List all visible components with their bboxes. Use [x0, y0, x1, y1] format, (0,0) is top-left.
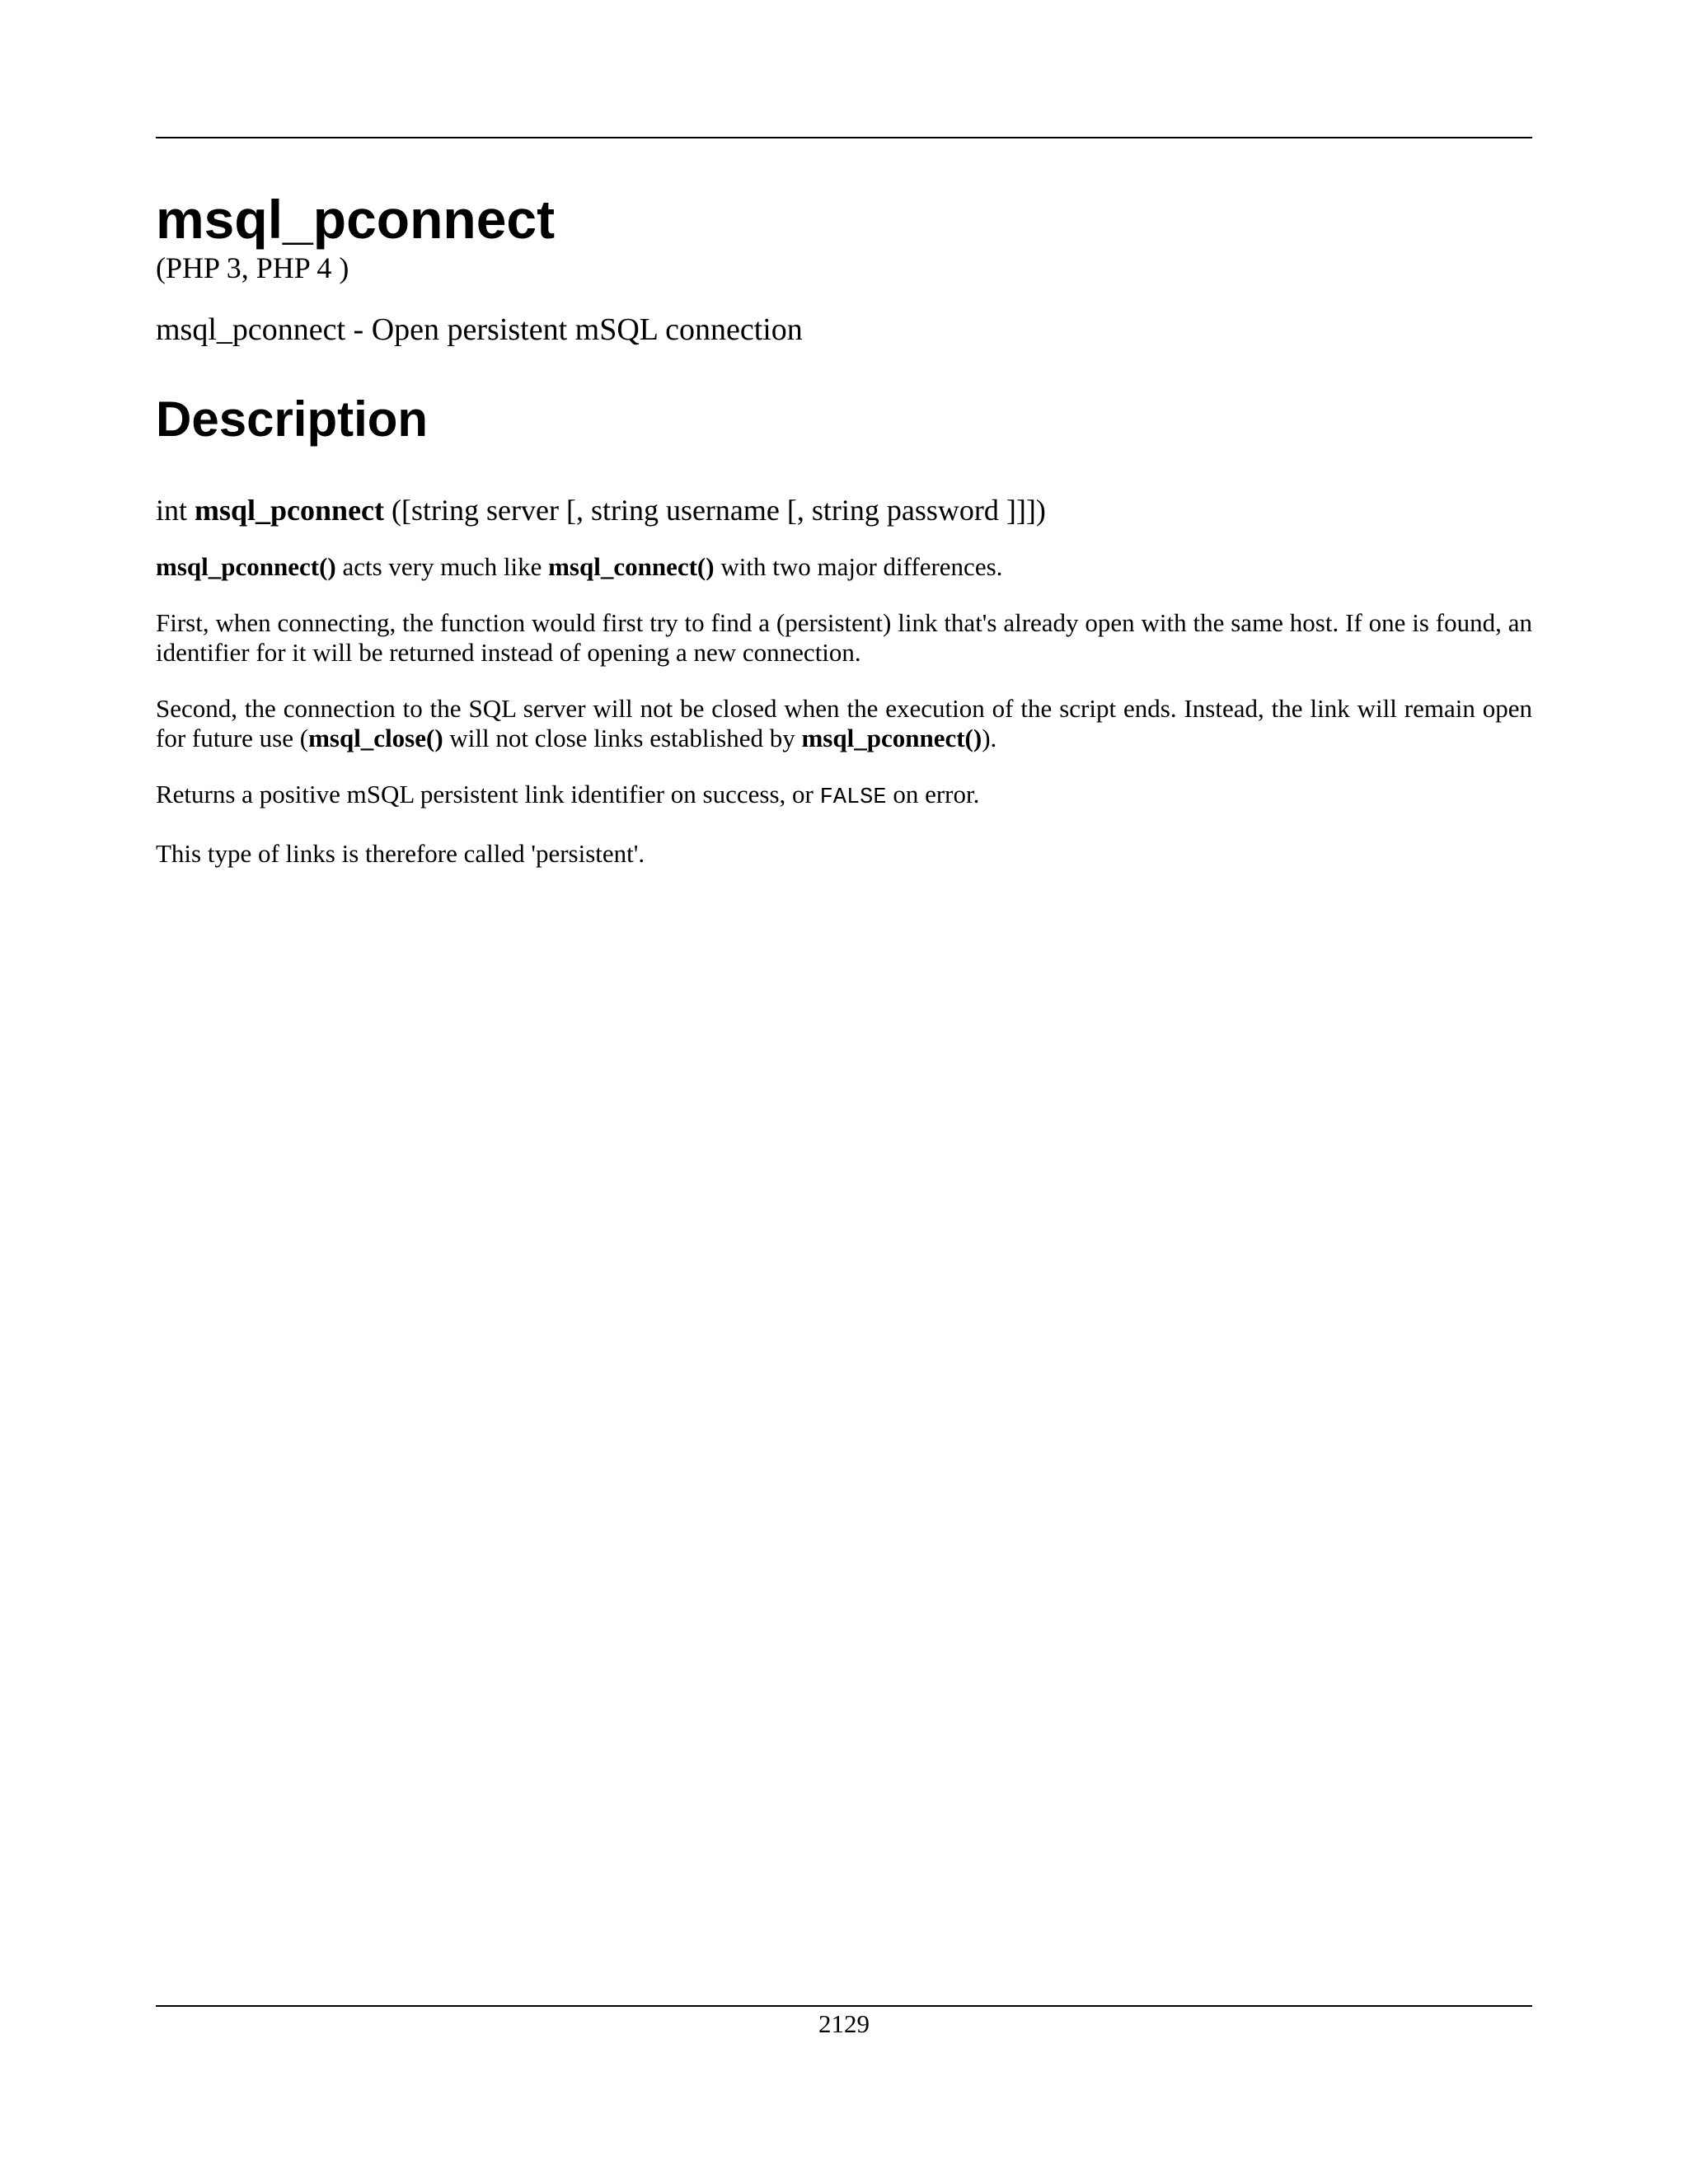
paragraph-persistent-note: This type of links is therefore called 'persistent'. [156, 839, 645, 868]
paragraph-text: Returns a positive mSQL persistent link identifier on success, or [156, 780, 820, 808]
page-number: 2129 [818, 2009, 870, 2038]
false-literal: FALSE [819, 785, 887, 810]
paragraph-text: acts very much like [335, 552, 549, 581]
function-name: msql_pconnect [195, 494, 385, 527]
paragraph-text: with two major differences. [714, 552, 1003, 581]
paragraph-text: will not close links established by [443, 724, 802, 752]
reference-entry [156, 188, 1532, 869]
paragraph-second-difference [156, 694, 1532, 753]
function-ref: msql_pconnect() [801, 724, 982, 752]
function-ref: msql_close() [308, 724, 443, 752]
paragraph-return-value [156, 780, 1532, 813]
entry-purpose: msql_pconnect - Open persistent mSQL connection [156, 312, 803, 347]
paragraph-first-difference: First, when connecting, the function would first try to find a (persistent) link that's already open with the same host. If one is found, an identifier for it will be returned instead of opening a new connection. [156, 608, 1532, 667]
paragraph-text: ). [982, 724, 997, 752]
header-rule [156, 137, 1532, 138]
footer-rule [156, 2005, 1532, 2007]
paragraph-text: Second, the connection to the SQL server will not be closed when the execution of the script ends. Instead, the link will remain open for future use ( [156, 694, 1532, 752]
function-synopsis [156, 493, 1532, 527]
entry-title: msql_pconnect [156, 189, 556, 250]
return-type: int [156, 494, 188, 527]
function-ref: msql_connect() [548, 552, 715, 581]
paragraph-text: on error. [886, 780, 980, 808]
function-ref: msql_pconnect() [156, 552, 336, 581]
function-params: ([string server [, string username [, string password ]]]) [392, 494, 1046, 527]
paragraph-differences [156, 552, 1532, 582]
description-heading: Description [156, 391, 429, 447]
php-versions: (PHP 3, PHP 4 ) [156, 251, 349, 284]
